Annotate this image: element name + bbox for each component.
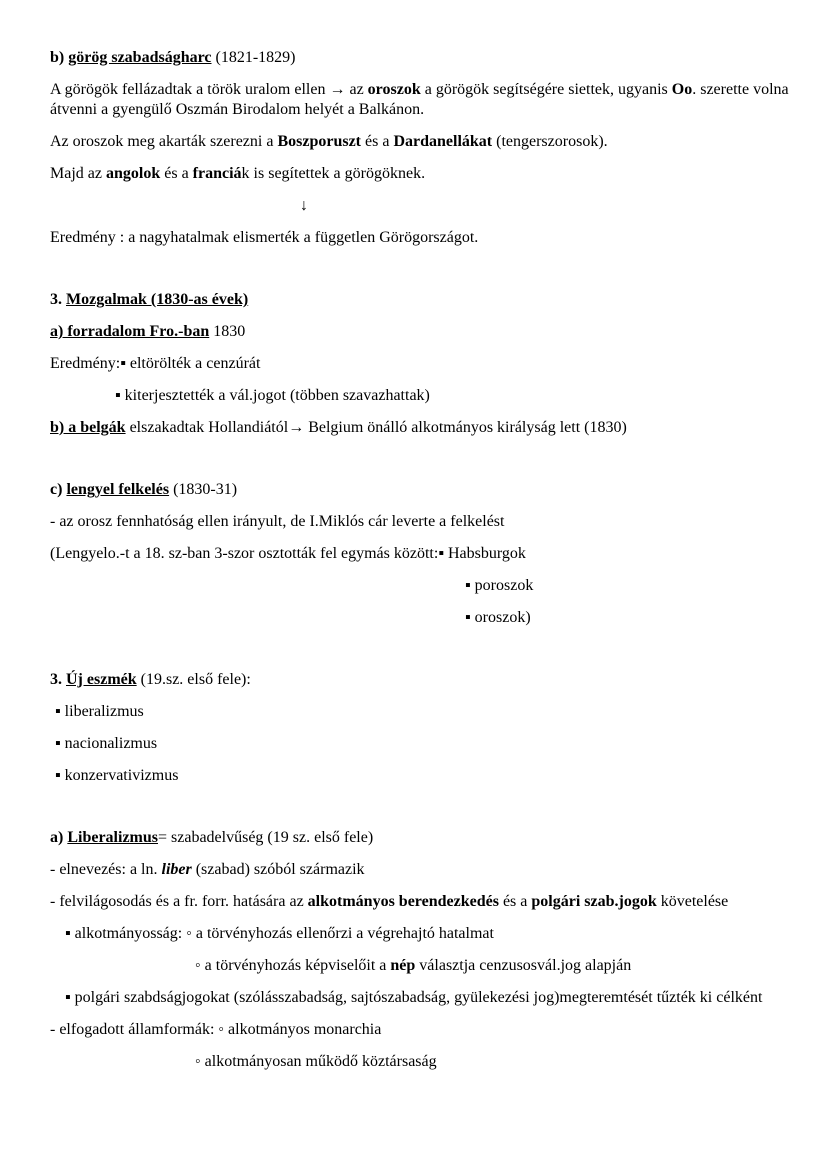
text-run: b) a belgák xyxy=(50,419,126,436)
text-run: - felvilágosodás és a fr. forr. hatására az xyxy=(50,893,308,910)
text-run: A görögök fellázadtak a török uralom ellen → az xyxy=(50,81,368,98)
paragraph xyxy=(50,892,798,912)
paragraph xyxy=(50,860,798,880)
paragraph xyxy=(50,480,798,500)
text-run: Eredmény:▪ eltörölték a cenzúrát xyxy=(50,355,261,372)
paragraph xyxy=(300,196,798,216)
text-run: c) xyxy=(50,481,67,498)
paragraph xyxy=(50,290,798,310)
paragraph xyxy=(50,228,798,248)
paragraph xyxy=(50,354,798,374)
text-run: franciá xyxy=(192,165,242,182)
text-run: polgári szab.jogok xyxy=(531,893,657,910)
paragraph xyxy=(50,418,798,438)
text-run: liber xyxy=(161,861,192,878)
paragraph xyxy=(195,956,798,976)
text-run: - elfogadott államformák: ◦ alkotmányos monarchia xyxy=(50,1021,382,1038)
paragraph xyxy=(65,924,798,944)
text-run: ▪ alkotmányosság: ◦ a törvényhozás ellenőrzi a végrehajtó hatalmat xyxy=(65,925,494,942)
paragraph xyxy=(55,734,798,754)
text-run: ▪ polgári szabdságjogokat (szólásszabadság, sajtószabadság, gyülekezési jog)megteremtését tűzték ki célként xyxy=(65,989,763,1006)
text-run: a) xyxy=(50,829,68,846)
text-run: ▪ oroszok) xyxy=(465,609,531,626)
text-run: angolok xyxy=(105,165,161,182)
paragraph xyxy=(55,766,798,786)
text-run: nép xyxy=(390,957,416,974)
paragraph xyxy=(50,164,798,184)
text-run: ▪ liberalizmus xyxy=(55,703,144,720)
text-run: ◦ a törvényhozás képviselőit a xyxy=(195,957,391,974)
paragraph xyxy=(50,48,798,68)
text-run: . szerette volna átvenni a gyengülő Oszmán Birodalom helyét a Balkánon. xyxy=(50,81,789,118)
paragraph xyxy=(50,544,798,564)
text-run: ◦ alkotmányosan működő köztársaság xyxy=(195,1053,437,1070)
text-run: 3. xyxy=(50,671,66,688)
text-run: követelése xyxy=(656,893,729,910)
paragraph xyxy=(55,702,798,722)
text-run: Eredmény : a nagyhatalmak elismerték a független Görögországot. xyxy=(50,229,479,246)
text-run: görög szabadságharc xyxy=(68,49,212,66)
text-run: - elnevezés: a ln. xyxy=(50,861,162,878)
text-run: és a xyxy=(498,893,532,910)
paragraph xyxy=(465,576,798,596)
text-run: lengyel felkelés xyxy=(66,481,170,498)
text-run: (Lengyelo.-t a 18. sz-ban 3-szor osztották fel egymás között:▪ Habsburgok xyxy=(50,545,526,562)
text-run: a) forradalom Fro.-ban xyxy=(50,323,210,340)
text-run: - az orosz fennhatóság ellen irányult, de I.Miklós cár leverte a felkelést xyxy=(50,513,505,530)
paragraph xyxy=(50,322,798,342)
text-run: 1830 xyxy=(209,323,246,340)
text-run: és a xyxy=(160,165,193,182)
text-run: (tengerszorosok). xyxy=(492,133,608,150)
text-run: Oo xyxy=(671,81,693,98)
paragraph xyxy=(465,608,798,628)
text-run: (19.sz. első fele): xyxy=(136,671,251,688)
text-run: Új eszmék xyxy=(66,671,137,688)
paragraph xyxy=(50,80,798,120)
text-run: ▪ kiterjesztették a vál.jogot (többen szavazhattak) xyxy=(115,387,430,404)
text-run: alkotmányos berendezkedés xyxy=(307,893,499,910)
text-run: választja cenzusosvál.jog alapján xyxy=(415,957,632,974)
text-run: ▪ poroszok xyxy=(465,577,534,594)
text-run: elszakadtak Hollandiától→ Belgium önálló alkotmányos királyság lett (1830) xyxy=(125,419,627,436)
text-run: (1821-1829) xyxy=(211,49,296,66)
text-run: b) xyxy=(50,49,69,66)
text-run: és a xyxy=(361,133,394,150)
paragraph xyxy=(50,670,798,690)
text-run: Majd az xyxy=(50,165,106,182)
text-run: (szabad) szóból származik xyxy=(191,861,365,878)
text-run: oroszok xyxy=(367,81,421,98)
paragraph xyxy=(50,1020,798,1040)
text-run: (1830-31) xyxy=(169,481,238,498)
text-run: = szabadelvűség (19 sz. első fele) xyxy=(158,829,374,846)
text-run: Boszporuszt xyxy=(277,133,362,150)
paragraph xyxy=(50,828,798,848)
text-run: a görögök segítségére siettek, ugyanis xyxy=(420,81,672,98)
paragraph xyxy=(50,988,798,1008)
paragraph xyxy=(50,512,798,532)
paragraph xyxy=(115,386,798,406)
text-run: k is segítettek a görögöknek. xyxy=(241,165,426,182)
paragraph xyxy=(195,1052,798,1072)
text-run: Mozgalmak (1830-as évek) xyxy=(66,291,249,308)
text-run: Dardanellákat xyxy=(393,133,493,150)
text-run: ▪ konzervativizmus xyxy=(55,767,179,784)
paragraph xyxy=(50,132,798,152)
text-run: Az oroszok meg akarták szerezni a xyxy=(50,133,278,150)
text-run: 3. xyxy=(50,291,66,308)
text-run: ▪ nacionalizmus xyxy=(55,735,158,752)
text-run: ↓ xyxy=(300,197,308,214)
text-run: Liberalizmus xyxy=(67,829,158,846)
